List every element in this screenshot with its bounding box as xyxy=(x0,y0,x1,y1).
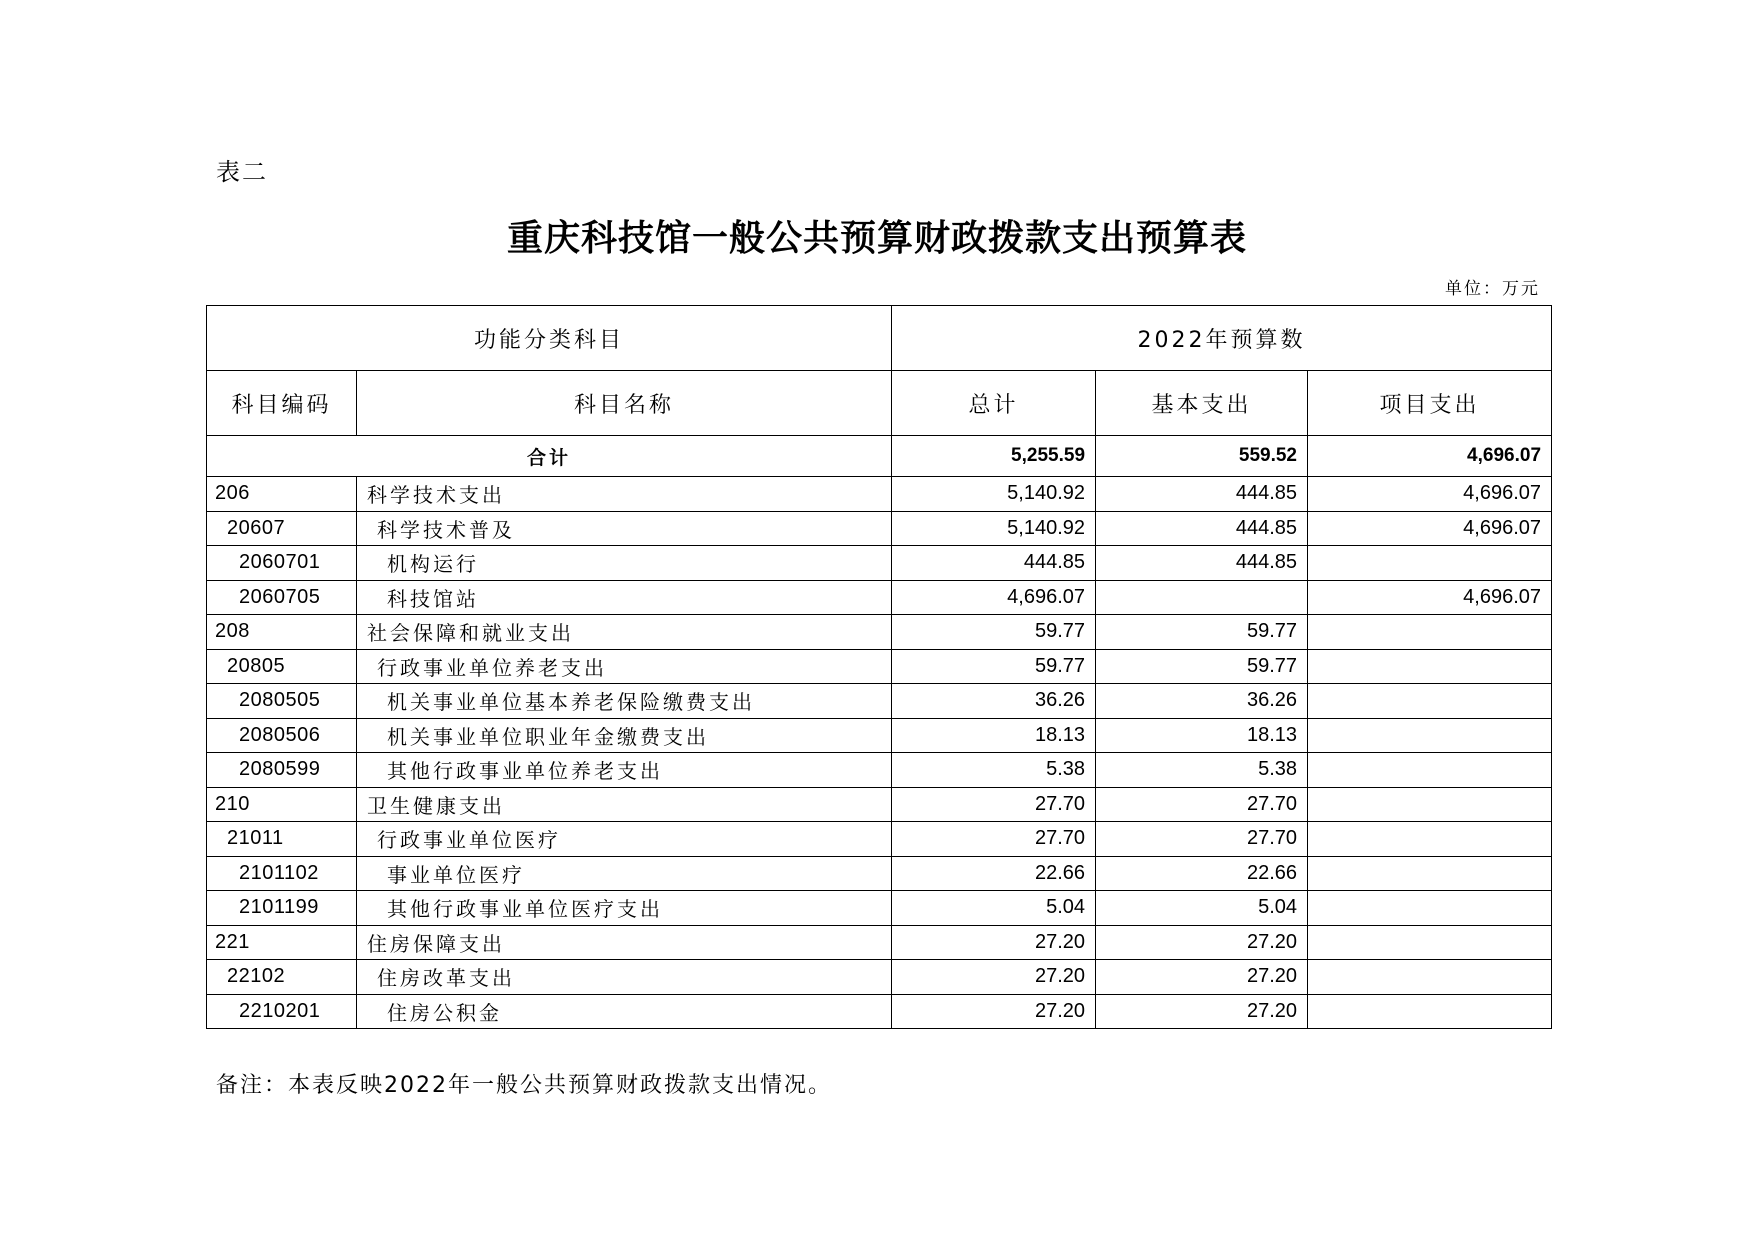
cell-name: 机关事业单位基本养老保险缴费支出 xyxy=(357,684,892,719)
cell-code: 2060701 xyxy=(207,546,357,581)
cell-basic: 444.85 xyxy=(1096,546,1308,581)
cell-name: 事业单位医疗 xyxy=(357,856,892,891)
table-body xyxy=(207,306,1552,1029)
header-basic-expenditure: 基本支出 xyxy=(1096,371,1308,436)
cell-basic: 59.77 xyxy=(1096,615,1308,650)
table-row xyxy=(207,511,1552,546)
table-row xyxy=(207,684,1552,719)
table-row xyxy=(207,925,1552,960)
cell-total: 36.26 xyxy=(892,684,1096,719)
cell-project xyxy=(1308,546,1552,581)
header-functional-classification: 功能分类科目 xyxy=(207,306,892,371)
total-cell-project: 4,696.07 xyxy=(1308,436,1552,477)
cell-code: 20607 xyxy=(207,511,357,546)
cell-name: 机关事业单位职业年金缴费支出 xyxy=(357,718,892,753)
header-subject-code: 科目编码 xyxy=(207,371,357,436)
cell-code: 210 xyxy=(207,787,357,822)
cell-name: 社会保障和就业支出 xyxy=(357,615,892,650)
footnote: 备注：本表反映2022年一般公共预算财政拨款支出情况。 xyxy=(216,1073,832,1098)
cell-total: 5,140.92 xyxy=(892,477,1096,512)
total-row xyxy=(207,436,1552,477)
cell-project xyxy=(1308,856,1552,891)
table-row xyxy=(207,753,1552,788)
cell-name: 其他行政事业单位养老支出 xyxy=(357,753,892,788)
cell-basic: 27.70 xyxy=(1096,822,1308,857)
cell-project: 4,696.07 xyxy=(1308,511,1552,546)
cell-code: 22102 xyxy=(207,960,357,995)
cell-total: 18.13 xyxy=(892,718,1096,753)
cell-project xyxy=(1308,891,1552,926)
cell-name: 科技馆站 xyxy=(357,580,892,615)
cell-code: 208 xyxy=(207,615,357,650)
table-row xyxy=(207,649,1552,684)
total-label: 合计 xyxy=(207,436,892,477)
cell-total: 27.70 xyxy=(892,822,1096,857)
cell-code: 206 xyxy=(207,477,357,512)
cell-project xyxy=(1308,753,1552,788)
cell-basic: 444.85 xyxy=(1096,477,1308,512)
cell-basic: 27.20 xyxy=(1096,960,1308,995)
page-title: 重庆科技馆一般公共预算财政拨款支出预算表 xyxy=(506,217,1247,259)
total-cell-basic: 559.52 xyxy=(1096,436,1308,477)
table-row xyxy=(207,580,1552,615)
cell-basic xyxy=(1096,580,1308,615)
cell-project xyxy=(1308,822,1552,857)
cell-code: 2060705 xyxy=(207,580,357,615)
cell-name: 科学技术支出 xyxy=(357,477,892,512)
budget-table xyxy=(206,305,1552,1029)
cell-project xyxy=(1308,925,1552,960)
header-total: 总计 xyxy=(892,371,1096,436)
table-row xyxy=(207,615,1552,650)
header-budget-year: 2022年预算数 xyxy=(892,306,1552,371)
cell-name: 行政事业单位医疗 xyxy=(357,822,892,857)
header-group-row xyxy=(207,306,1552,371)
table-row xyxy=(207,787,1552,822)
cell-basic: 36.26 xyxy=(1096,684,1308,719)
header-project-expenditure: 项目支出 xyxy=(1308,371,1552,436)
cell-total: 5.38 xyxy=(892,753,1096,788)
table-row xyxy=(207,718,1552,753)
cell-code: 21011 xyxy=(207,822,357,857)
cell-name: 行政事业单位养老支出 xyxy=(357,649,892,684)
cell-total: 4,696.07 xyxy=(892,580,1096,615)
cell-project xyxy=(1308,960,1552,995)
cell-project: 4,696.07 xyxy=(1308,580,1552,615)
cell-code: 2080599 xyxy=(207,753,357,788)
cell-basic: 27.70 xyxy=(1096,787,1308,822)
cell-name: 卫生健康支出 xyxy=(357,787,892,822)
table-label: 表二 xyxy=(216,158,268,186)
cell-project xyxy=(1308,994,1552,1029)
total-cell-total: 5,255.59 xyxy=(892,436,1096,477)
table-row xyxy=(207,994,1552,1029)
cell-code: 2210201 xyxy=(207,994,357,1029)
cell-total: 5,140.92 xyxy=(892,511,1096,546)
cell-code: 2080506 xyxy=(207,718,357,753)
cell-name: 机构运行 xyxy=(357,546,892,581)
cell-project xyxy=(1308,684,1552,719)
cell-total: 22.66 xyxy=(892,856,1096,891)
cell-total: 27.20 xyxy=(892,925,1096,960)
table-row xyxy=(207,822,1552,857)
cell-project xyxy=(1308,787,1552,822)
cell-basic: 444.85 xyxy=(1096,511,1308,546)
table-row xyxy=(207,546,1552,581)
header-subject-name: 科目名称 xyxy=(357,371,892,436)
cell-project: 4,696.07 xyxy=(1308,477,1552,512)
cell-total: 27.20 xyxy=(892,960,1096,995)
cell-total: 59.77 xyxy=(892,649,1096,684)
table-row xyxy=(207,891,1552,926)
cell-basic: 59.77 xyxy=(1096,649,1308,684)
cell-code: 2080505 xyxy=(207,684,357,719)
cell-basic: 27.20 xyxy=(1096,994,1308,1029)
table-row xyxy=(207,477,1552,512)
cell-name: 住房保障支出 xyxy=(357,925,892,960)
cell-code: 2101102 xyxy=(207,856,357,891)
cell-name: 住房改革支出 xyxy=(357,960,892,995)
cell-total: 444.85 xyxy=(892,546,1096,581)
cell-basic: 27.20 xyxy=(1096,925,1308,960)
cell-basic: 5.04 xyxy=(1096,891,1308,926)
cell-total: 27.70 xyxy=(892,787,1096,822)
cell-project xyxy=(1308,649,1552,684)
cell-basic: 5.38 xyxy=(1096,753,1308,788)
cell-total: 59.77 xyxy=(892,615,1096,650)
unit-label: 单位：万元 xyxy=(1445,279,1540,299)
cell-code: 20805 xyxy=(207,649,357,684)
header-column-row xyxy=(207,371,1552,436)
cell-total: 5.04 xyxy=(892,891,1096,926)
cell-project xyxy=(1308,718,1552,753)
cell-name: 其他行政事业单位医疗支出 xyxy=(357,891,892,926)
cell-name: 科学技术普及 xyxy=(357,511,892,546)
cell-code: 221 xyxy=(207,925,357,960)
cell-code: 2101199 xyxy=(207,891,357,926)
cell-basic: 18.13 xyxy=(1096,718,1308,753)
cell-basic: 22.66 xyxy=(1096,856,1308,891)
cell-project xyxy=(1308,615,1552,650)
cell-total: 27.20 xyxy=(892,994,1096,1029)
cell-name: 住房公积金 xyxy=(357,994,892,1029)
table-row xyxy=(207,960,1552,995)
table-row xyxy=(207,856,1552,891)
